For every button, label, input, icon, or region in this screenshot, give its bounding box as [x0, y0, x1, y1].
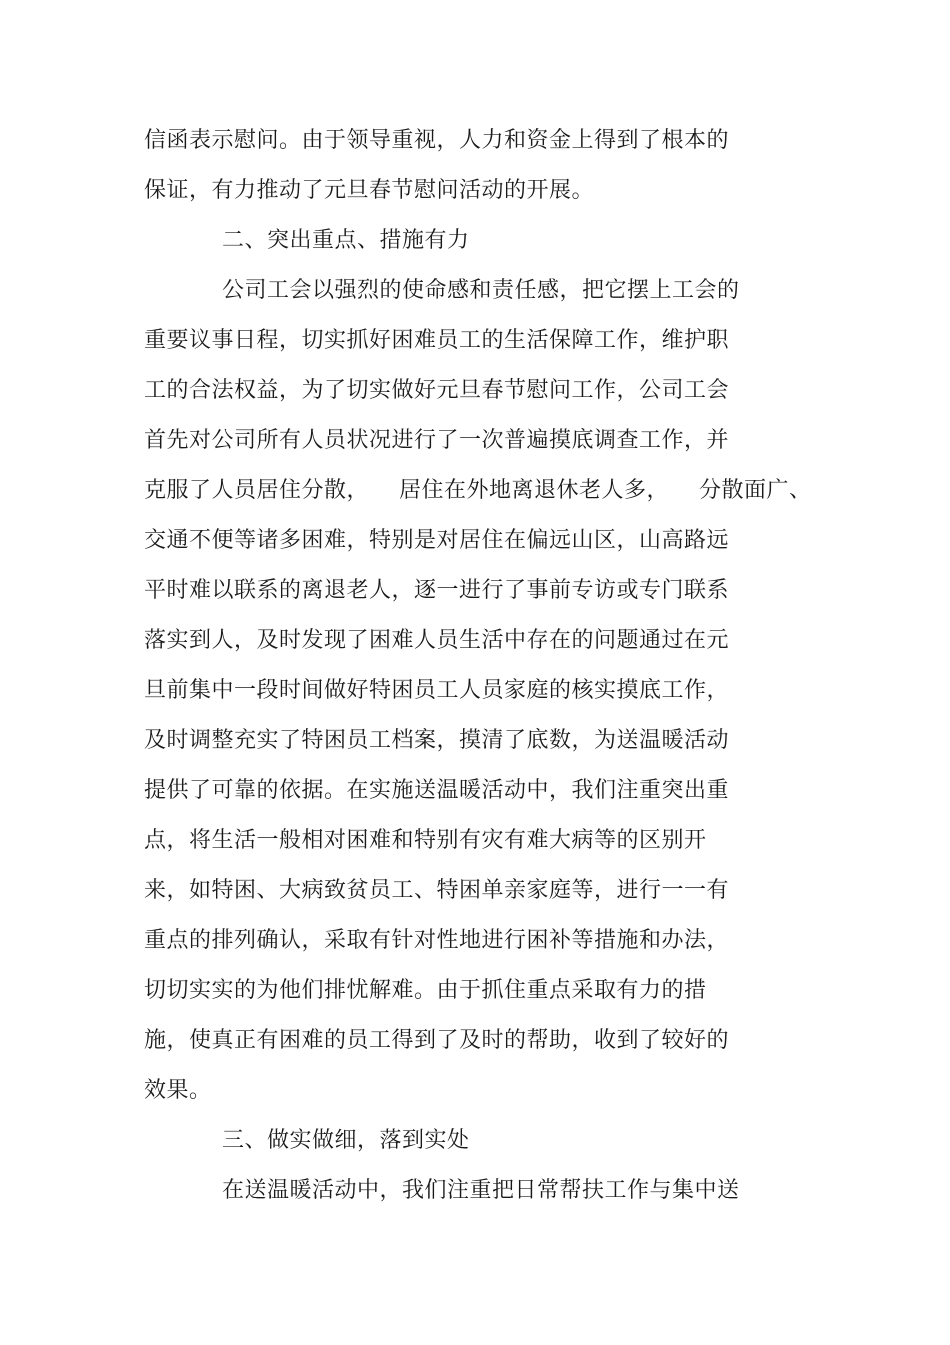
text-line: 效果。 — [144, 1078, 212, 1103]
text-line: 工的合法权益，为了切实做好元旦春节慰问工作，公司工会 — [144, 378, 730, 403]
text-line: 来，如特困、大病致贫员工、特困单亲家庭等，进行一一有 — [144, 878, 730, 903]
text-line: 点，将生活一般相对困难和特别有灾有难大病等的区别开 — [144, 828, 707, 853]
text-line: 首先对公司所有人员状况进行了一次普遍摸底调查工作，并 — [144, 428, 730, 453]
section-heading: 三、做实做细，落到实处 — [222, 1128, 470, 1153]
text-line: 提供了可靠的依据。在实施送温暖活动中，我们注重突出重 — [144, 778, 730, 803]
text-line: 落实到人，及时发现了困难人员生活中存在的问题通过在元 — [144, 628, 730, 653]
text-line: 重点的排列确认，采取有针对性地进行困补等措施和办法， — [144, 928, 730, 953]
text-line: 重要议事日程，切实抓好困难员工的生活保障工作，维护职 — [144, 328, 730, 353]
text-line: 保证，有力推动了元旦春节慰问活动的开展。 — [144, 178, 595, 203]
text-line: 及时调整充实了特困员工档案，摸清了底数，为送温暖活动 — [144, 728, 730, 753]
text-line: 在送温暖活动中，我们注重把日常帮扶工作与集中送 — [222, 1178, 740, 1203]
text-line: 交通不便等诸多困难，特别是对居住在偏远山区，山高路远 — [144, 528, 730, 553]
text-line: 平时难以联系的离退老人，逐一进行了事前专访或专门联系 — [144, 578, 730, 603]
text-line: 施，使真正有困难的员工得到了及时的帮助，收到了较好的 — [144, 1028, 730, 1053]
text-line: 旦前集中一段时间做好特困员工人员家庭的核实摸底工作， — [144, 678, 730, 703]
text-line: 克服了人员居住分散， 居住在外地离退休老人多， 分散面广、 — [144, 478, 812, 503]
section-heading: 二、突出重点、措施有力 — [222, 228, 470, 253]
text-line: 公司工会以强烈的使命感和责任感，把它摆上工会的 — [222, 278, 740, 303]
text-line: 信函表示慰问。由于领导重视，人力和资金上得到了根本的 — [144, 128, 730, 153]
text-line: 切切实实的为他们排忧解难。由于抓住重点采取有力的措 — [144, 978, 707, 1003]
